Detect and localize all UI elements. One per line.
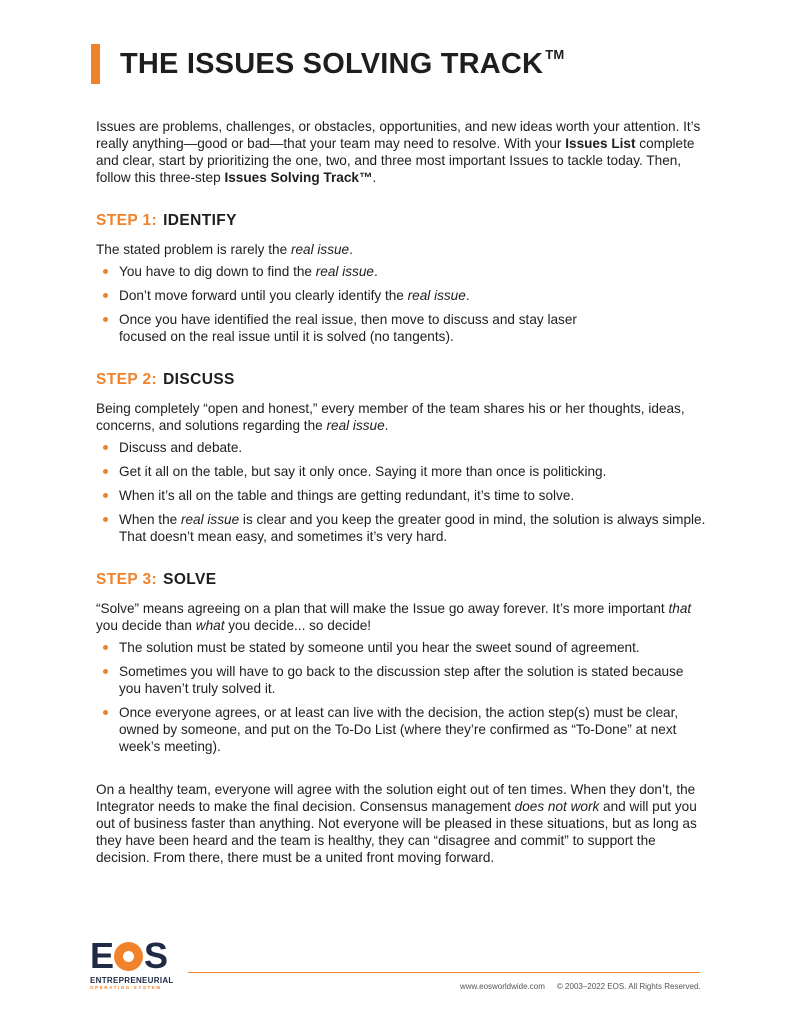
- logo-wordmark: E S: [90, 935, 168, 976]
- logo-o-icon: [114, 942, 143, 971]
- list-item: Get it all on the table, but say it only once. Saying it more than once is politicking.: [119, 463, 706, 480]
- logo-subtagline: OPERATING SYSTEM: [90, 985, 162, 990]
- footer-divider: [188, 972, 700, 973]
- step-3-bullets: [96, 639, 706, 755]
- document-body: [96, 118, 706, 866]
- list-item: The solution must be stated by someone until you hear the sweet sound of agreement.: [119, 639, 706, 656]
- step-1-lead: The stated problem is rarely the real issue.: [96, 242, 353, 257]
- list-item: Once everyone agrees, or at least can live with the decision, the action step(s) must be clear, owned by someone, and put on the To-Do List (where they’re confirmed as “To-Done” at next week’s meeting).: [119, 704, 706, 755]
- step-3-lead: “Solve” means agreeing on a plan that will make the Issue go away forever. It’s more important that you decide than what you decide... so decide!: [96, 601, 692, 633]
- list-item: Once you have identified the real issue, then move to discuss and stay laser focused on the real issue until it is solved (no tangents).: [119, 311, 706, 345]
- title-accent-bar: [91, 44, 100, 84]
- step-1-heading: STEP 1: IDENTIFY: [96, 212, 237, 229]
- logo-tagline: ENTREPRENEURIAL: [90, 976, 174, 985]
- list-item: When the real issue is clear and you keep the greater good in mind, the solution is always simple. That doesn’t mean easy, and sometimes it’s very hard.: [119, 512, 706, 544]
- list-item: Don’t move forward until you clearly identify the real issue.: [119, 287, 706, 304]
- list-item: Discuss and debate.: [119, 439, 706, 456]
- eos-logo: [90, 935, 184, 990]
- footer: [460, 982, 701, 991]
- intro-paragraph: Issues are problems, challenges, or obstacles, opportunities, and new ideas worth your attention. It’s really anything—good or bad—that your team may need to resolve. With your Issues List complete and clear, start by prioritizing the one, two, and three most important Issues to tackle today. Then, follow this three-step Issues Solving Track™.: [96, 119, 701, 185]
- step-1-bullets: [96, 263, 706, 345]
- page-title: THE ISSUES SOLVING TRACK ™: [120, 47, 565, 80]
- step-3-heading: STEP 3: SOLVE: [96, 571, 217, 588]
- step-2-heading: STEP 2: DISCUSS: [96, 371, 235, 388]
- footer-website: www.eosworldwide.com: [460, 982, 545, 991]
- closing-paragraph: On a healthy team, everyone will agree with the solution eight out of ten times. When they don’t, the Integrator needs to make the final decision. Consensus management does not work and will put you out of business faster than anything. Not everyone will be pleased in these situations, but as long as they have been heard and the team is healthy, they can “disagree and commit” to support the decision. From there, there must be a united front moving forward.: [96, 782, 697, 865]
- list-item: When it’s all on the table and things are getting redundant, it’s time to solve.: [119, 487, 706, 504]
- step-2-bullets: [96, 439, 706, 545]
- list-item: Sometimes you will have to go back to the discussion step after the solution is stated because you haven’t truly solved it.: [119, 663, 706, 697]
- list-item: You have to dig down to find the real issue.: [119, 263, 706, 280]
- title-block: [91, 44, 564, 84]
- footer-copyright: © 2003–2022 EOS. All Rights Reserved.: [556, 982, 701, 991]
- step-2-lead: Being completely “open and honest,” every member of the team shares his or her thoughts, ideas, concerns, and solutions regarding the real issue.: [96, 401, 685, 433]
